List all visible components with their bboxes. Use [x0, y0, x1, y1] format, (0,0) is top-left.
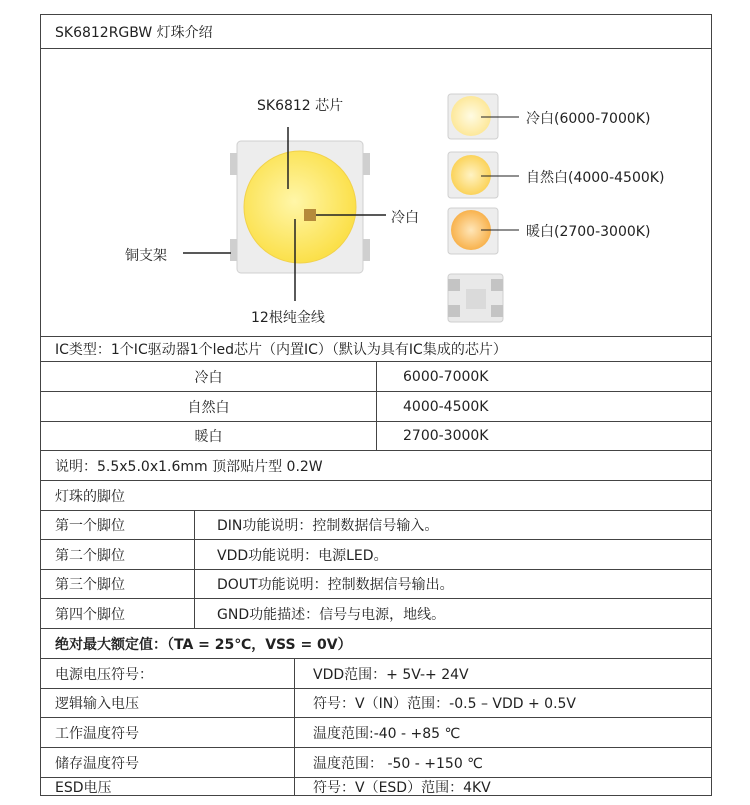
variant-led-2: [448, 152, 519, 198]
rating-value: 符号：V（IN）范围：-0.5 – VDD + 0.5V: [313, 696, 577, 712]
rating-name: 逻辑输入电压: [55, 696, 139, 712]
rating-row: [41, 778, 711, 795]
pin-name: 第四个脚位: [55, 606, 125, 623]
ratings-title: 绝对最大额定值：（TA = 25℃，VSS = 0V）: [55, 636, 352, 653]
wire-label: 12根纯金线: [251, 310, 325, 326]
pin-name: 第二个脚位: [55, 547, 125, 564]
rating-name: 电源电压符号：: [55, 666, 153, 683]
ic-type-row: [41, 337, 711, 362]
pin-desc: VDD功能说明：电源LED。: [217, 547, 388, 564]
diagram-row: [41, 49, 711, 337]
variant-led-1: [448, 94, 519, 139]
color-temp-name: 自然白: [187, 399, 230, 416]
page-title: SK6812RGBW 灯珠介绍: [55, 24, 213, 41]
spec-sheet: [40, 14, 712, 796]
variant-label-3: 暖白(2700-3000K): [526, 224, 651, 240]
rating-value: 温度范围:-40 - +85 ℃: [313, 725, 461, 742]
description: 说明：5.5x5.0x1.6mm 顶部贴片型 0.2W: [55, 458, 323, 475]
pin-row: [41, 570, 711, 599]
rating-value: 温度范围： -50 - +150 ℃: [313, 755, 483, 772]
color-temp-name: 暖白: [194, 429, 223, 445]
color-temp-range: 2700-3000K: [403, 428, 489, 444]
color-temp-row: [41, 362, 711, 392]
pins-title-row: [41, 481, 711, 511]
chip-die: [304, 209, 316, 221]
pin-row: [41, 540, 711, 570]
led-bottom-view: [448, 274, 503, 322]
title-row: [41, 15, 711, 49]
rating-row: [41, 689, 711, 718]
variant-led-3: [448, 208, 519, 254]
pin-name: 第一个脚位: [55, 518, 125, 534]
rating-row: [41, 748, 711, 778]
chip-label: SK6812 芯片: [257, 98, 344, 114]
ic-type: IC类型：1个IC驱动器1个led芯片（内置IC）（默认为具有IC集成的芯片）: [55, 342, 507, 358]
rating-name: 工作温度符号: [55, 725, 139, 742]
ratings-title-row: [41, 629, 711, 659]
pin-name: 第三个脚位: [55, 577, 125, 593]
rating-row: [41, 718, 711, 748]
pin-row: [41, 511, 711, 540]
led-diagram: [41, 49, 711, 336]
pin-row: [41, 599, 711, 629]
variant-label-1: 冷白(6000-7000K): [526, 111, 651, 127]
rating-row: [41, 659, 711, 689]
rating-name: 储存温度符号: [55, 755, 139, 772]
pin-desc: DOUT功能说明：控制数据信号输出。: [217, 577, 454, 593]
color-temp-row: [41, 422, 711, 451]
description-row: [41, 451, 711, 481]
pin-desc: GND功能描述：信号与电源，地线。: [217, 606, 446, 623]
variant-label-2: 自然白(4000-4500K): [526, 170, 665, 186]
color-temp-row: [41, 392, 711, 422]
color-temp-range: 4000-4500K: [403, 398, 489, 415]
pins-title: 灯珠的脚位: [55, 488, 125, 505]
led-package: [230, 141, 370, 273]
cold-white-label: 冷白: [391, 210, 419, 226]
bracket-label: 铜支架: [125, 248, 167, 264]
rating-value: 符号：V（ESD）范围：4KV: [313, 779, 491, 796]
color-temp-name: 冷白: [194, 369, 223, 386]
color-temp-range: 6000-7000K: [403, 368, 489, 385]
pin-desc: DIN功能说明：控制数据信号输入。: [217, 518, 439, 534]
rating-name: ESD电压: [55, 779, 112, 796]
rating-value: VDD范围：+ 5V-+ 24V: [313, 666, 469, 683]
